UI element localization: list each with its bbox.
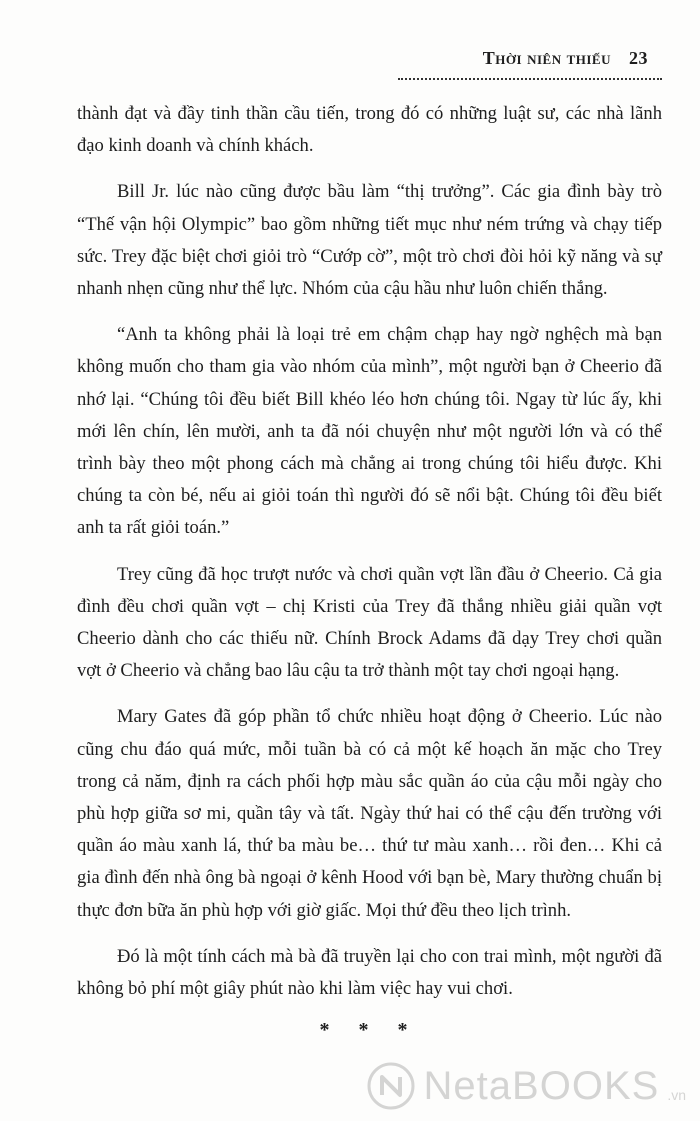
page-number: 23 [629,48,648,68]
paragraph: Bill Jr. lúc nào cũng được bầu làm “thị trưởng”. Các gia đình bày trò “Thế vận hội Olympic” bao gồm những tiết mục như ném trứng và chạy tiếp sức. Trey đặc biệt chơi giỏi trò “Cướp cờ”, một trò chơi đòi hỏi kỹ năng và sự nhanh nhẹn cũng như thể lực. Nhóm của cậu hầu như luôn chiến thắng. [77,181,662,300]
paragraph: “Anh ta không phải là loại trẻ em chậm chạp hay ngờ nghệch mà bạn không muốn cho tham gia vào nhóm của mình”, một người bạn ở Cheerio đã nhớ lại. “Chúng tôi đều biết Bill khéo léo hơn chúng tôi. Ngay từ lúc ấy, khi mới lên chín, lên mười, anh ta đã nói chuyện như một người lớn và có thể trình bày theo một phong cách mà chẳng ai trong chúng tôi hiểu được. Khi chúng ta còn bé, nếu ai giỏi toán thì người đó sẽ nổi bật. Chúng tôi đều biết anh ta rất giỏi toán.” [77,324,662,539]
header-dotted-rule [398,78,662,80]
paragraph: Mary Gates đã góp phần tổ chức nhiều hoạt động ở Cheerio. Lúc nào cũng chu đáo quá mức, mỗi tuần bà có cả một kế hoạch ăn mặc cho Trey trong cả năm, định ra cách phối hợp màu sắc quần áo của cậu mỗi ngày cho phù hợp giữa sơ mi, quần tây và tất. Ngày thứ hai có thể cậu đến trường với quần áo màu xanh lá, thứ ba màu be… thứ tư màu xanh… rồi đen… Khi cả gia đình đến nhà ông bà ngoại ở kênh Hood với bạn bè, Mary thường chuẩn bị thực đơn bữa ăn phù hợp với giờ giấc. Mọi thứ đều theo lịch trình. [77,706,662,921]
running-header [483,48,648,69]
watermark [366,1061,686,1111]
paragraph: thành đạt và đầy tinh thần cầu tiến, trong đó có những luật sư, các nhà lãnh đạo kinh doanh và chính khách. [77,103,662,157]
section-break: * * * [319,1019,420,1042]
paragraph: Trey cũng đã học trượt nước và chơi quần vợt lần đầu ở Cheerio. Cả gia đình đều chơi quần vợt – chị Kristi của Trey đã thắng nhiều giải quần vợt Cheerio dành cho các thiếu nữ. Chính Brock Adams đã dạy Trey chơi quần vợt ở Cheerio và chẳng bao lâu cậu ta trở thành một tay chơi ngoại hạng. [77,563,662,682]
watermark-brand: NetaBOOKS [423,1063,660,1108]
paragraph: Đó là một tính cách mà bà đã truyền lại cho con trai mình, một người đã không bỏ phí một giây phút nào khi làm việc hay vui chơi. [77,945,662,1000]
body-text [77,98,662,1042]
running-title: Thời niên thiếu [482,48,611,68]
netabooks-logo-icon [366,1061,416,1111]
watermark-suffix: .vn [667,1087,686,1103]
